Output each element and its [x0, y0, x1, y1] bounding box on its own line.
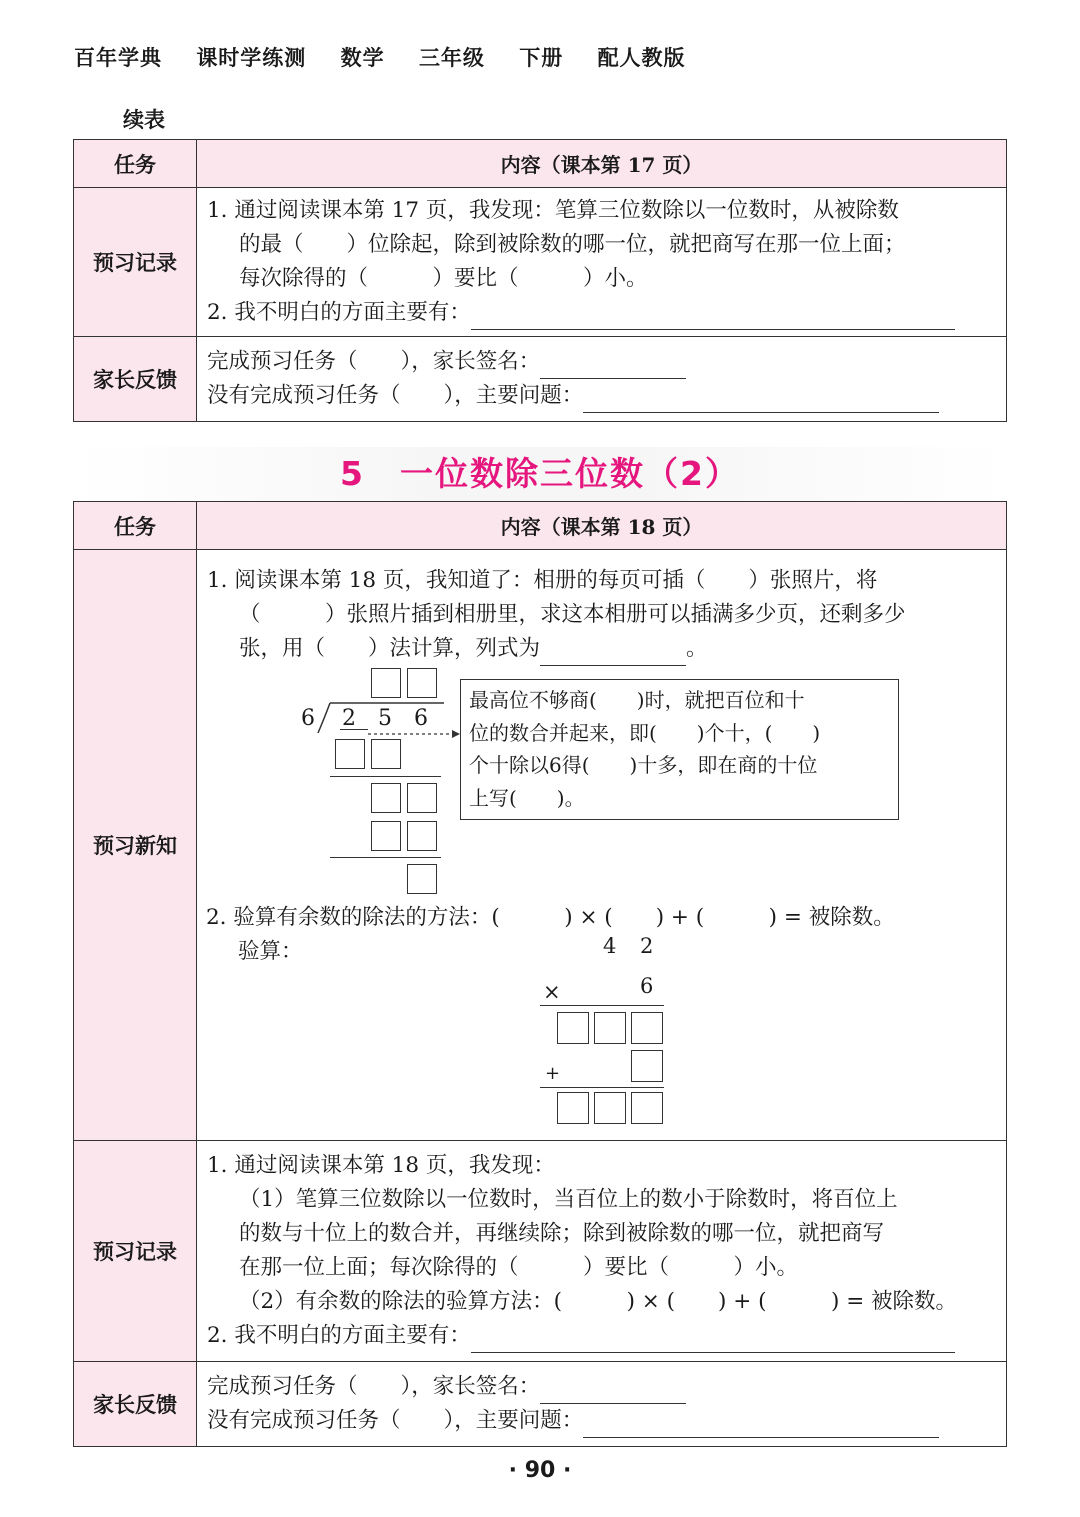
header-item: 百年学典: [74, 45, 162, 70]
text-line: （2）有余数的除法的验算方法：( ) × ( ) + ( ) = 被除数。: [239, 1289, 958, 1314]
book-header: [74, 42, 712, 72]
text-line: 2. 我不明白的方面主要有：: [207, 1323, 471, 1348]
division-line: [330, 857, 441, 858]
mult-line: [540, 1005, 664, 1006]
text-line: 2. 我不明白的方面主要有：: [207, 300, 471, 325]
remainder-box[interactable]: [407, 783, 437, 813]
row-label-preview-record: 预习记录: [74, 188, 197, 337]
plus-sign: +: [545, 1063, 561, 1084]
check-label: 验算：: [238, 939, 303, 964]
dividend-digit: 6: [414, 706, 428, 731]
text-line: （1）笔算三位数除以一位数时，当百位上的数小于除数时，将百位上: [239, 1187, 898, 1212]
parent-feedback-cell: [197, 337, 1007, 422]
row-label-preview-new: 预习新知: [74, 550, 197, 1141]
dividend-digit: 2: [342, 706, 356, 731]
explanation-box: [460, 679, 899, 820]
text-line: 没有完成预习任务（ ），主要问题：: [207, 383, 584, 408]
text-line: 每次除得的（ ）要比（ ）小。: [239, 266, 648, 291]
text-line: 的最（ ）位除起，除到被除数的哪一位，就把商写在那一位上面；: [239, 232, 906, 257]
col-task-header: 任务: [74, 502, 197, 550]
divisor: 6: [301, 706, 315, 731]
header-item: 数学: [340, 45, 385, 70]
text-line: 。: [686, 636, 708, 661]
col-task-header: 任务: [74, 140, 197, 188]
sum-box[interactable]: [594, 1092, 626, 1124]
col-content-header: 内容（课本第 17 页）: [197, 140, 1007, 188]
text-line: 个十除以6得( )十多，即在商的十位: [469, 753, 818, 777]
sum-line: [540, 1087, 664, 1088]
sum-box[interactable]: [631, 1092, 663, 1124]
preview-table-1: [73, 139, 1007, 422]
quotient-box[interactable]: [371, 668, 401, 698]
preview-record-cell: [197, 1141, 1007, 1362]
preview-table-2: [73, 501, 1007, 1447]
answer-line[interactable]: [471, 307, 955, 330]
remainder-box[interactable]: [371, 783, 401, 813]
text-line: 1. 阅读课本第 18 页，我知道了：相册的每页可插（ ）张照片，将: [207, 568, 878, 593]
text-line: 没有完成预习任务（ ），主要问题：: [207, 1408, 584, 1433]
product-box[interactable]: [557, 1012, 589, 1044]
preview-record-cell: [197, 188, 1007, 337]
sum-box[interactable]: [557, 1092, 589, 1124]
final-remainder-box[interactable]: [407, 864, 437, 894]
header-item: 课时学练测: [196, 45, 307, 70]
multiplier-digit: 6: [640, 974, 654, 998]
product-box[interactable]: [594, 1012, 626, 1044]
signature-line[interactable]: [540, 356, 686, 379]
parent-feedback-cell: [197, 1362, 1007, 1447]
text-line: 最高位不够商( )时，就把百位和十: [469, 688, 805, 712]
dividend-digit: 5: [378, 706, 392, 731]
problem-line[interactable]: [583, 390, 939, 413]
formula-line[interactable]: [540, 643, 686, 666]
remainder-box[interactable]: [631, 1050, 663, 1082]
text-line: 完成预习任务（ ），家长签名：: [207, 349, 541, 374]
text-line: 上写( )。: [469, 785, 585, 810]
text-line: 1. 通过阅读课本第 18 页，我发现：: [207, 1153, 555, 1178]
product-box[interactable]: [335, 739, 365, 769]
signature-line[interactable]: [540, 1381, 686, 1404]
text-line: 1. 通过阅读课本第 17 页，我发现：笔算三位数除以一位数时，从被除数: [207, 198, 899, 223]
product-box[interactable]: [631, 1012, 663, 1044]
text-line: 完成预习任务（ ），家长签名：: [207, 1374, 541, 1399]
question-2: 2. 验算有余数的除法的方法：( ) × ( ) + ( ) = 被除数。: [206, 905, 895, 930]
text-line: 张，用（ ）法计算，列式为: [239, 636, 541, 661]
text-line: 的数与十位上的数合并，再继续除；除到被除数的哪一位，就把商写: [239, 1221, 885, 1246]
underline-mark: [340, 729, 368, 730]
problem-line[interactable]: [583, 1415, 939, 1438]
header-item: 三年级: [418, 45, 485, 70]
preview-new-cell: [197, 550, 1007, 1141]
header-item: 下册: [519, 45, 564, 70]
product-box[interactable]: [371, 821, 401, 851]
multiplicand-digit: 2: [640, 934, 654, 958]
text-line: （ ）张照片插到相册里，求这本相册可以插满多少页，还剩多少: [239, 602, 906, 627]
header-item: 配人教版: [597, 45, 686, 70]
row-label-preview-record: 预习记录: [74, 1141, 197, 1362]
product-box[interactable]: [407, 821, 437, 851]
text-line: 位的数合并起来，即( )个十，( ): [469, 720, 821, 745]
text-line: 在那一位上面；每次除得的（ ）要比（ ）小。: [239, 1255, 799, 1280]
section-title: 5 一位数除三位数（2）: [73, 447, 1007, 501]
multiplicand-digit: 4: [603, 934, 617, 958]
col-content-header: 内容（课本第 18 页）: [197, 502, 1007, 550]
continued-label: 续表: [123, 107, 165, 132]
division-line: [330, 776, 441, 777]
row-label-parent-feedback: 家长反馈: [74, 1362, 197, 1447]
times-sign: ×: [543, 980, 561, 1004]
answer-line[interactable]: [471, 1330, 955, 1353]
quotient-box[interactable]: [407, 668, 437, 698]
product-box[interactable]: [371, 739, 401, 769]
page-number: · 90 ·: [508, 1458, 572, 1483]
row-label-parent-feedback: 家长反馈: [74, 337, 197, 422]
